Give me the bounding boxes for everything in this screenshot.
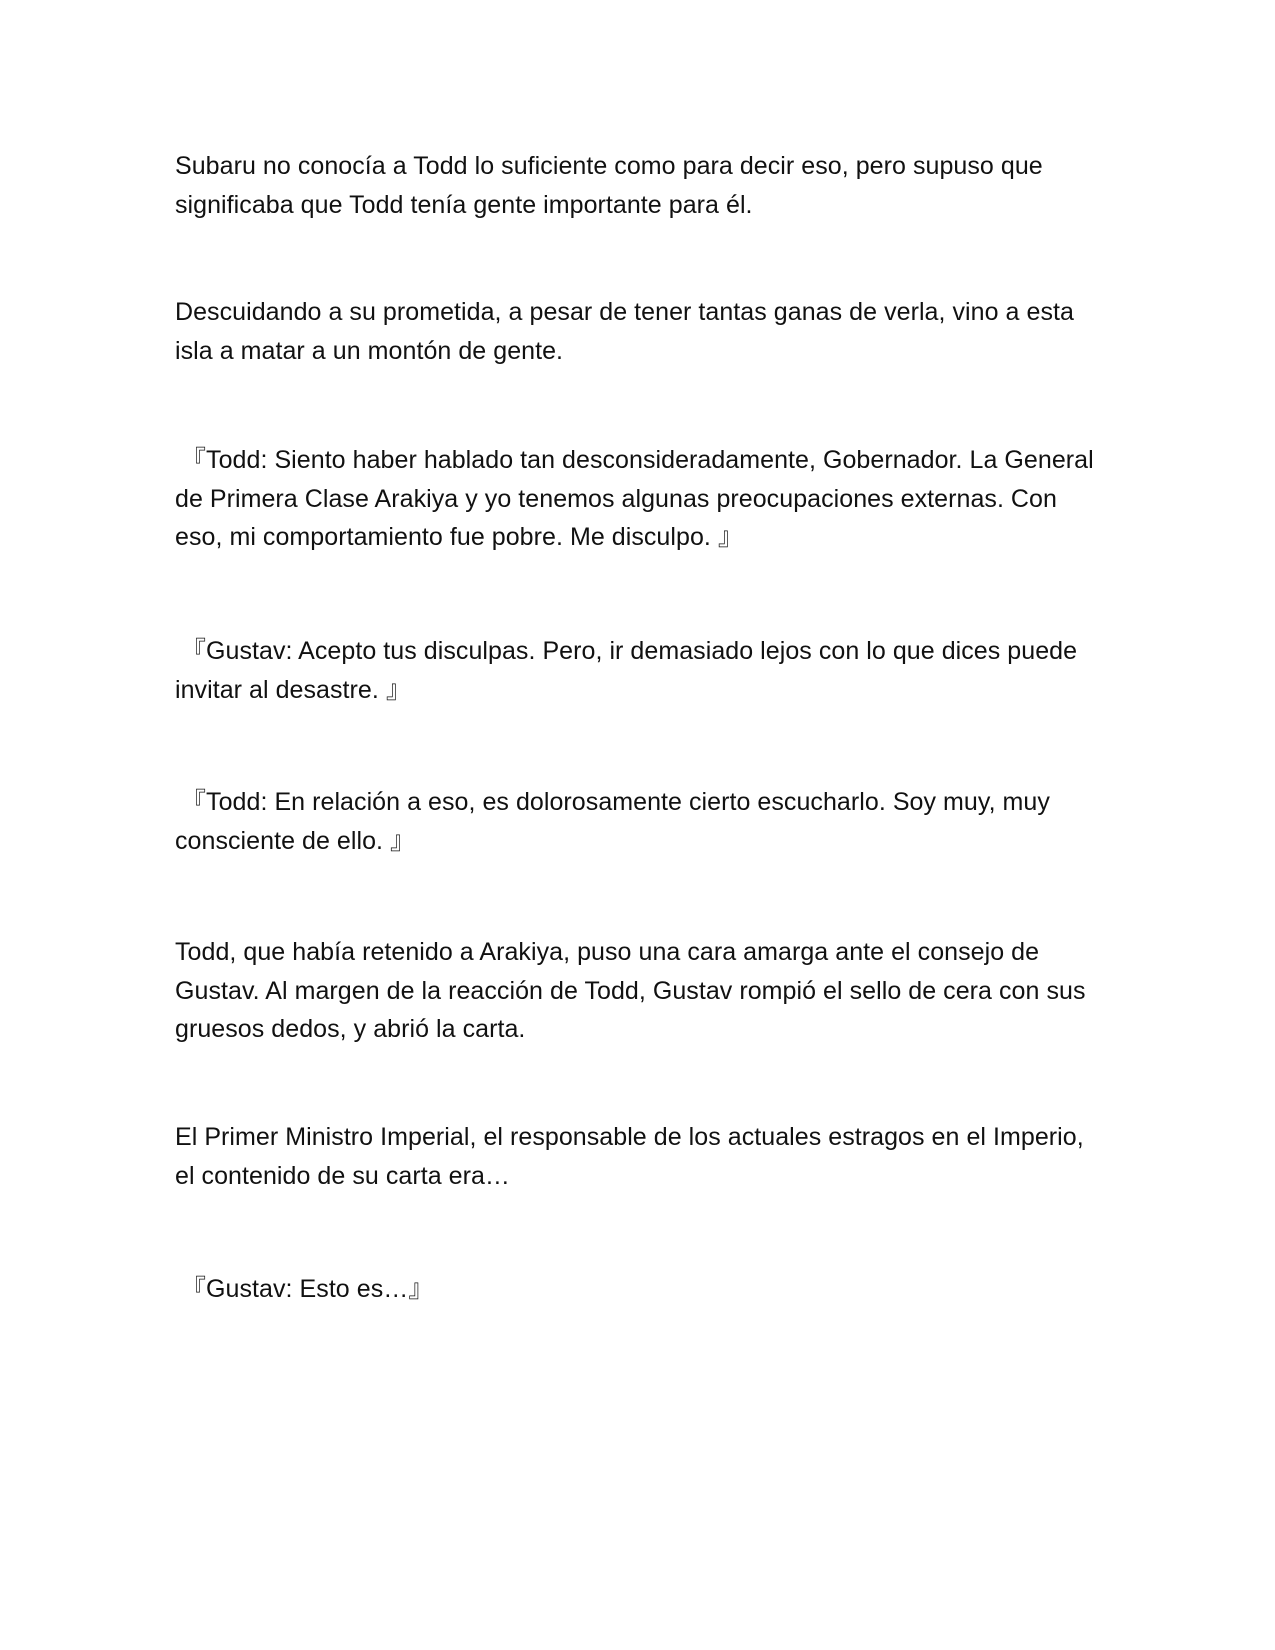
- paragraph-dialogue-todd: 『Todd: Siento haber hablado tan desconsideradamente, Gobernador. La General de Primera Clase Arakiya y yo tenemos algunas preocupaciones externas. Con eso, mi comportamiento fue pobre. Me disculpo. 』: [175, 446, 1094, 551]
- paragraph-narration: Todd, que había retenido a Arakiya, puso una cara amarga ante el consejo de Gustav. Al margen de la reacción de Todd, Gustav rompió el sello de cera con sus gruesos dedos, y abrió la carta.: [175, 938, 1086, 1043]
- paragraph-narration: Subaru no conocía a Todd lo suficiente como para decir eso, pero supuso que significaba que Todd tenía gente importante para él.: [175, 152, 1043, 219]
- paragraph-dialogue-gustav: 『Gustav: Esto es…』: [181, 1275, 434, 1303]
- paragraph-narration: Descuidando a su prometida, a pesar de tener tantas ganas de verla, vino a esta isla a matar a un montón de gente.: [175, 298, 1074, 365]
- paragraph-dialogue-gustav: 『Gustav: Acepto tus disculpas. Pero, ir demasiado lejos con lo que dices puede invitar al desastre. 』: [175, 637, 1078, 704]
- paragraph-narration: El Primer Ministro Imperial, el responsable de los actuales estragos en el Imperio, el contenido de su carta era…: [175, 1123, 1084, 1190]
- paragraph-dialogue-todd: 『Todd: En relación a eso, es dolorosamente cierto escucharlo. Soy muy, muy consciente de ello. 』: [175, 788, 1050, 855]
